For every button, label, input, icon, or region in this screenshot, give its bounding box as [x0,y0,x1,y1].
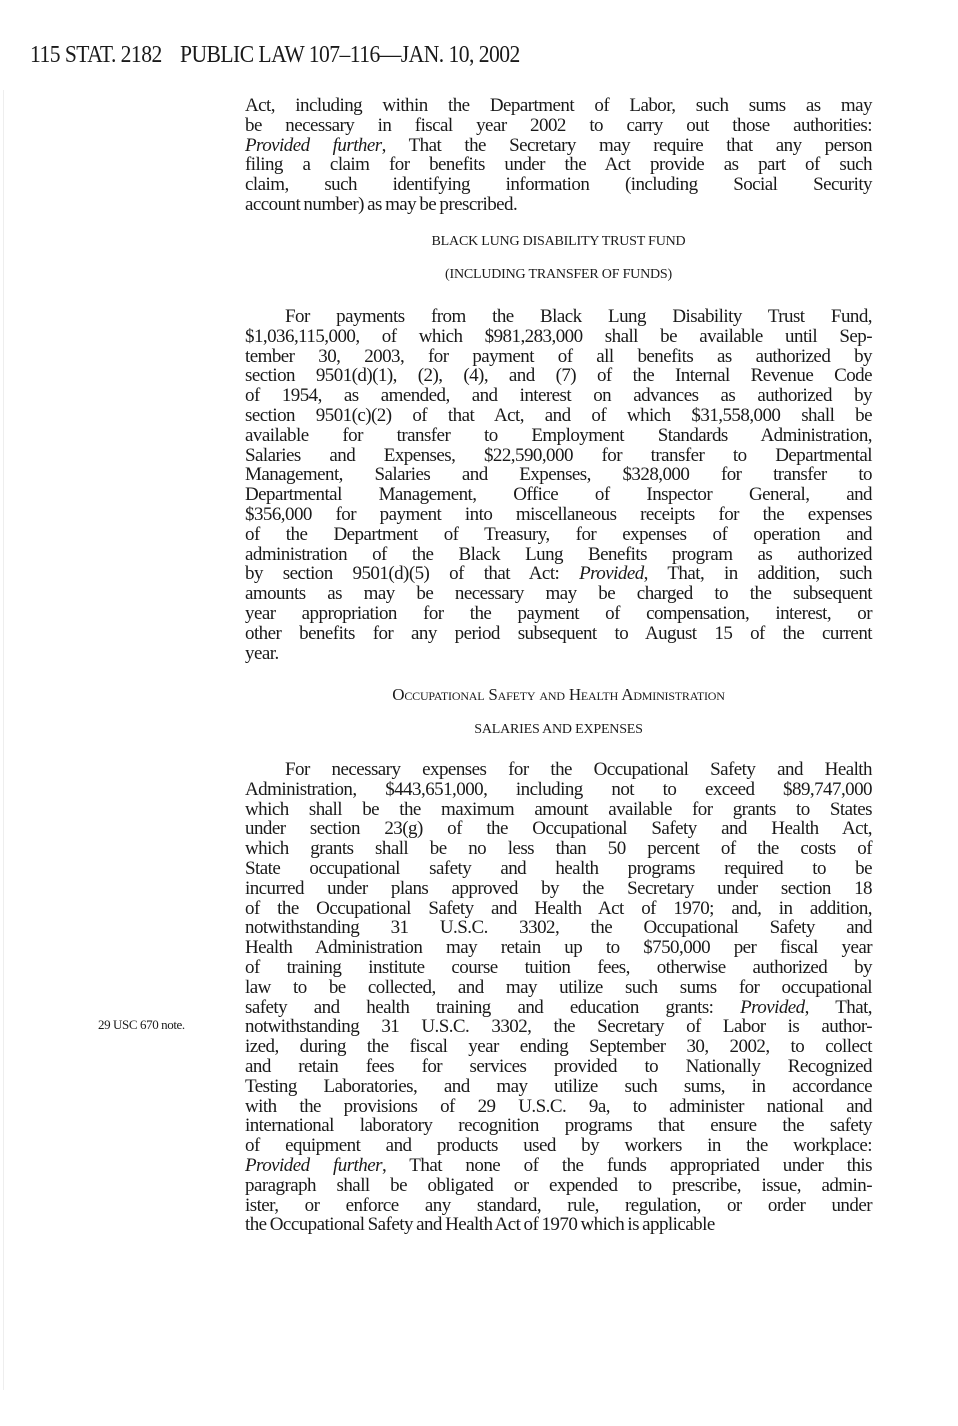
italic-segment: Provided [579,563,644,585]
text-line [245,1116,872,1136]
heading-black-lung-fund: BLACK LUNG DISABILITY TRUST FUND [431,234,686,249]
text-segment: which grants shall be no less than 50 percent of the costs of [245,838,872,860]
text-segment: administration of the Black Lung Benefits program as authorized [245,543,872,565]
text-line [245,426,872,446]
text-line [245,525,872,545]
text-segment: tember 30, 2003, for payment of all benefits as authorized by [245,345,872,367]
text-line [245,899,872,919]
text-segment: be necessary in fiscal year 2002 to carry out those authorities: [245,114,872,136]
text-segment: of the Occupational Safety and Health Act of 1970; and, in addition, [245,897,872,919]
text-line [245,1057,872,1077]
paragraph-osha [245,760,872,1235]
text-line [245,175,872,195]
text-line [245,839,872,859]
text-line [245,505,872,525]
text-segment: filing a claim for benefits under the Act provide as part of such [245,154,872,176]
text-line [245,1215,872,1235]
text-segment: For necessary expenses for the Occupational Safety and Health [285,759,872,780]
text-line [245,545,872,565]
text-segment: ister, or enforce any standard, rule, regulation, or order under [245,1194,872,1216]
text-line [245,406,872,426]
text-segment: Administration, $443,651,000, including not to exceed $89,747,000 [245,778,872,800]
text-line [245,1156,872,1176]
text-segment: year appropriation for the payment of compensation, interest, or [245,602,872,624]
text-segment: and retain fees for services provided to Nationally Recognized [245,1055,872,1077]
text-line [245,307,872,327]
text-line [245,327,872,347]
text-line [245,485,872,505]
text-line [245,386,872,406]
italic-segment: Provided further [245,134,382,156]
text-segment: , That, [804,996,873,1018]
text-segment: paragraph shall be obligated or expended to prescribe, issue, admin- [245,1174,872,1196]
text-segment: by section 9501(d)(5) of that Act: [245,563,580,585]
text-segment: under section 23(g) of the Occupational Safety and Health Act, [245,818,872,840]
text-segment: $356,000 for payment into miscellaneous receipts for the expenses [245,503,872,525]
text-segment: notwithstanding 31 U.S.C. 3302, the Occupational Safety and [245,917,872,939]
text-segment: $1,036,115,000, of which $981,283,000 shall be available until Sep- [245,325,872,347]
text-segment: ized, during the fiscal year ending September 30, 2002, to collect [245,1036,872,1058]
text-segment: , That none of the funds appropriated under this [381,1154,873,1176]
text-line [245,1037,872,1057]
text-segment: the Occupational Safety and Health Act of 1970 which is applicable [245,1214,715,1236]
paragraph-act-continuation [245,96,872,215]
text-line [245,1196,872,1216]
text-line [245,446,872,466]
text-segment: of training institute course tuition fees, otherwise authorized by [245,956,872,978]
text-segment: Health Administration may retain up to $750,000 per fiscal year [245,937,872,959]
text-line [245,465,872,485]
running-header: PUBLIC LAW 107–116—JAN. 10, 2002 [180,42,520,68]
text-segment: safety and health training and education grants: [245,996,741,1018]
text-line [245,116,872,136]
text-line [245,998,872,1018]
text-line [245,938,872,958]
text-line [245,624,872,644]
text-line [245,96,872,116]
text-line [245,760,872,780]
text-segment: , That, in addition, such [643,563,873,585]
statute-page-number: 115 STAT. 2182 [30,42,162,68]
text-line [245,195,872,215]
text-line [245,1176,872,1196]
text-line [245,819,872,839]
page-edge [3,90,4,1390]
text-line [245,564,872,584]
text-segment: law to be collected, and may utilize such sums for occupational [245,976,872,998]
margin-note: 29 USC 670 note. [98,1017,185,1032]
text-segment: of equipment and products used by workers in the workplace: [245,1135,872,1157]
text-segment: available for transfer to Employment Standards Administration, [245,424,872,446]
text-segment: Management, Salaries and Expenses, $328,000 for transfer to [245,464,872,486]
text-line [245,1136,872,1156]
text-line [245,644,872,664]
text-segment: with the provisions of 29 U.S.C. 9a, to administer national and [245,1095,872,1117]
text-segment: For payments from the Black Lung Disability Trust Fund, [285,306,872,327]
text-line [245,366,872,386]
heading-osha: Occupational Safety and Health Administration [392,685,725,704]
text-line [245,136,872,156]
text-line [245,918,872,938]
text-segment: section 9501(d)(1), (2), (4), and (7) of the Internal Revenue Code [245,365,872,387]
text-segment: claim, such identifying information (including Social Security [245,174,872,196]
text-segment: of 1954, as amended, and interest on advances as authorized by [245,385,872,407]
text-line [245,780,872,800]
text-segment: notwithstanding 31 U.S.C. 3302, the Secretary of Labor is author- [245,1016,872,1038]
text-segment: international laboratory recognition programs that ensure the safety [245,1115,872,1137]
text-segment: amounts as may be necessary may be charged to the subsequent [245,583,872,605]
text-segment: Act, including within the Department of Labor, such sums as may [245,95,872,116]
text-segment: , That the Secretary may require that any person [381,134,873,156]
italic-segment: Provided further [245,1154,382,1176]
text-segment: section 9501(c)(2) of that Act, and of which $31,558,000 shall be [245,404,872,426]
text-segment: other benefits for any period subsequent to August 15 of the current [245,622,872,644]
text-segment: State occupational safety and health programs required to be [245,857,872,879]
text-segment: Testing Laboratories, and may utilize such sums, in accordance [245,1075,872,1097]
text-line [245,879,872,899]
text-segment: incurred under plans approved by the Secretary under section 18 [245,877,872,899]
text-segment: Departmental Management, Office of Inspector General, and [245,484,872,506]
text-line [245,1097,872,1117]
text-segment: Salaries and Expenses, $22,590,000 for transfer to Departmental [245,444,872,466]
paragraph-black-lung [245,307,872,663]
text-segment: of the Department of Treasury, for expenses of operation and [245,523,872,545]
text-line [245,347,872,367]
text-line [245,584,872,604]
italic-segment: Provided [740,996,805,1018]
text-segment: year. [245,642,279,664]
text-line [245,1017,872,1037]
subheading-transfer-of-funds: (INCLUDING TRANSFER OF FUNDS) [445,267,672,282]
text-line [245,604,872,624]
text-segment: which shall be the maximum amount available for grants to States [245,798,872,820]
text-line [245,978,872,998]
text-line [245,155,872,175]
text-line [245,1077,872,1097]
text-segment: account number) as may be prescribed. [245,193,518,215]
text-line [245,859,872,879]
text-line [245,800,872,820]
text-line [245,958,872,978]
subheading-salaries-expenses: SALARIES AND EXPENSES [474,722,643,737]
